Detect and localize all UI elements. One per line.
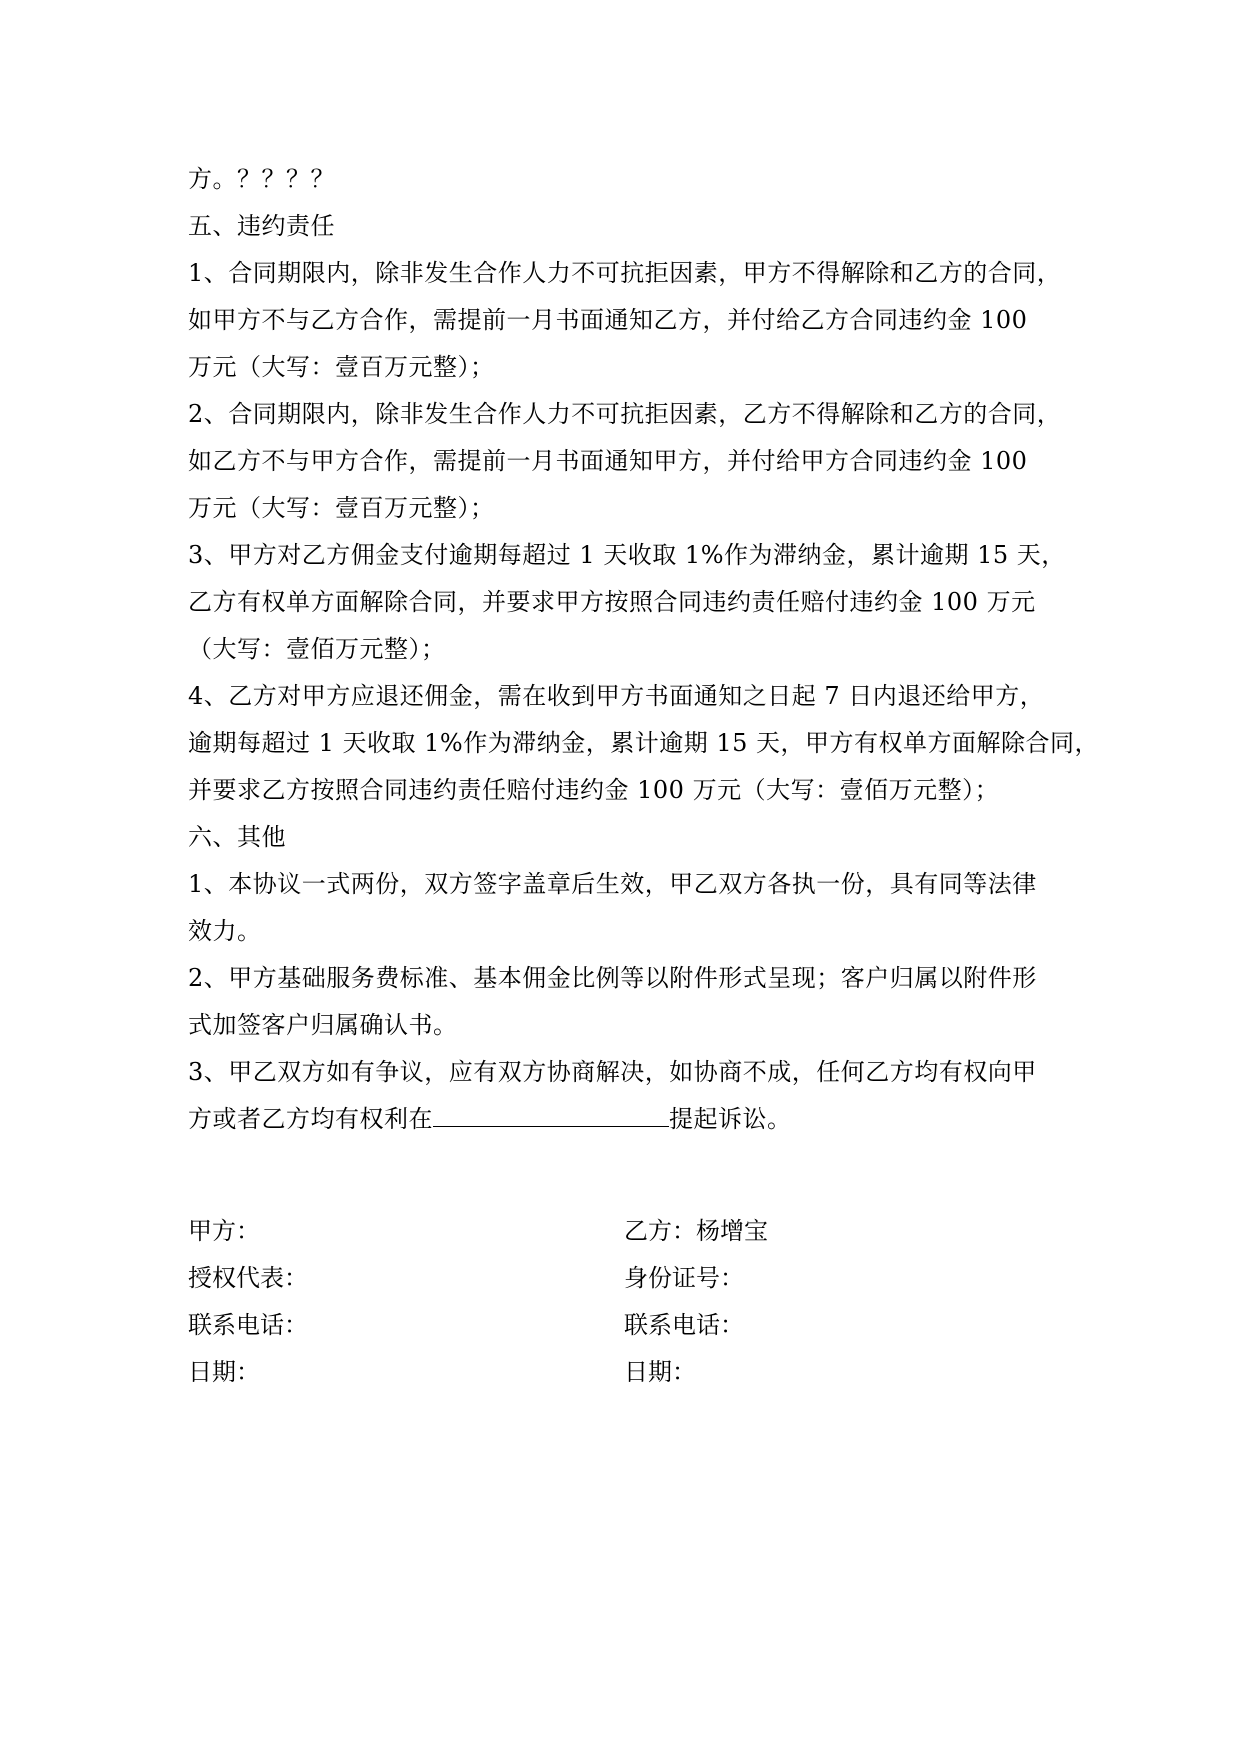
signature-block (188, 1208, 1068, 1396)
signature-row (188, 1302, 1068, 1349)
party-a-representative: 授权代表： (188, 1264, 308, 1292)
text-line: 3、甲乙双方如有争议，应有双方协商解决，如协商不成，任何乙方均有权向甲 (188, 1058, 1037, 1086)
signature-row (188, 1208, 1068, 1255)
party-b-id-number: 身份证号： (624, 1264, 744, 1292)
party-a-date: 日期： (188, 1358, 260, 1386)
party-b-date: 日期： (624, 1358, 696, 1386)
text-line: 1、合同期限内，除非发生合作人力不可抗拒因素，甲方不得解除和乙方的合同， (188, 259, 1062, 287)
text-line: 逾期每超过 1 天收取 1%作为滞纳金，累计逾期 15 天，甲方有权单方面解除合同， (188, 729, 1100, 757)
text-line-with-blank (188, 1096, 1068, 1143)
text-line: 万元（大写：壹百万元整）； (188, 353, 495, 381)
party-a-phone: 联系电话： (188, 1311, 308, 1339)
text-line: （大写：壹佰万元整）； (188, 635, 446, 663)
party-a-label: 甲方： (188, 1217, 260, 1245)
text-line: 4、乙方对甲方应退还佣金，需在收到甲方书面通知之日起 7 日内退还给甲方， (188, 682, 1045, 710)
party-b-phone: 联系电话： (624, 1311, 744, 1339)
text-line: 2、合同期限内，除非发生合作人力不可抗拒因素，乙方不得解除和乙方的合同， (188, 400, 1062, 428)
text-line: 式加签客户归属确认书。 (188, 1011, 458, 1039)
text-line: 1、本协议一式两份，双方签字盖章后生效，甲乙双方各执一份，具有同等法律 (188, 870, 1037, 898)
text-before-blank: 方或者乙方均有权利在 (188, 1105, 433, 1133)
text-line: 3、甲方对乙方佣金支付逾期每超过 1 天收取 1%作为滞纳金，累计逾期 15 天， (188, 541, 1066, 569)
text-line: 效力。 (188, 917, 262, 945)
text-line: 如甲方不与乙方合作，需提前一月书面通知乙方，并付给乙方合同违约金 100 (188, 306, 1028, 334)
text-line: 万元（大写：壹百万元整）； (188, 494, 495, 522)
signature-row (188, 1255, 1068, 1302)
section-heading-breach: 五、违约责任 (188, 212, 335, 240)
text-line: 并要求乙方按照合同违约责任赔付违约金 100 万元（大写：壹佰万元整）； (188, 776, 1000, 804)
section-heading-other: 六、其他 (188, 823, 286, 851)
fill-in-blank (433, 1104, 669, 1127)
contract-body (188, 156, 1100, 1143)
text-line: 乙方有权单方面解除合同，并要求甲方按照合同违约责任赔付违约金 100 万元 (188, 588, 1036, 616)
text-line: 如乙方不与甲方合作，需提前一月书面通知甲方，并付给甲方合同违约金 100 (188, 447, 1028, 475)
text-line: 方。？？？？ (188, 165, 335, 193)
signature-row (188, 1349, 1068, 1396)
text-line: 2、甲方基础服务费标准、基本佣金比例等以附件形式呈现；客户归属以附件形 (188, 964, 1037, 992)
text-after-blank: 提起诉讼。 (669, 1105, 792, 1133)
party-b-label: 乙方：杨增宝 (624, 1217, 768, 1245)
